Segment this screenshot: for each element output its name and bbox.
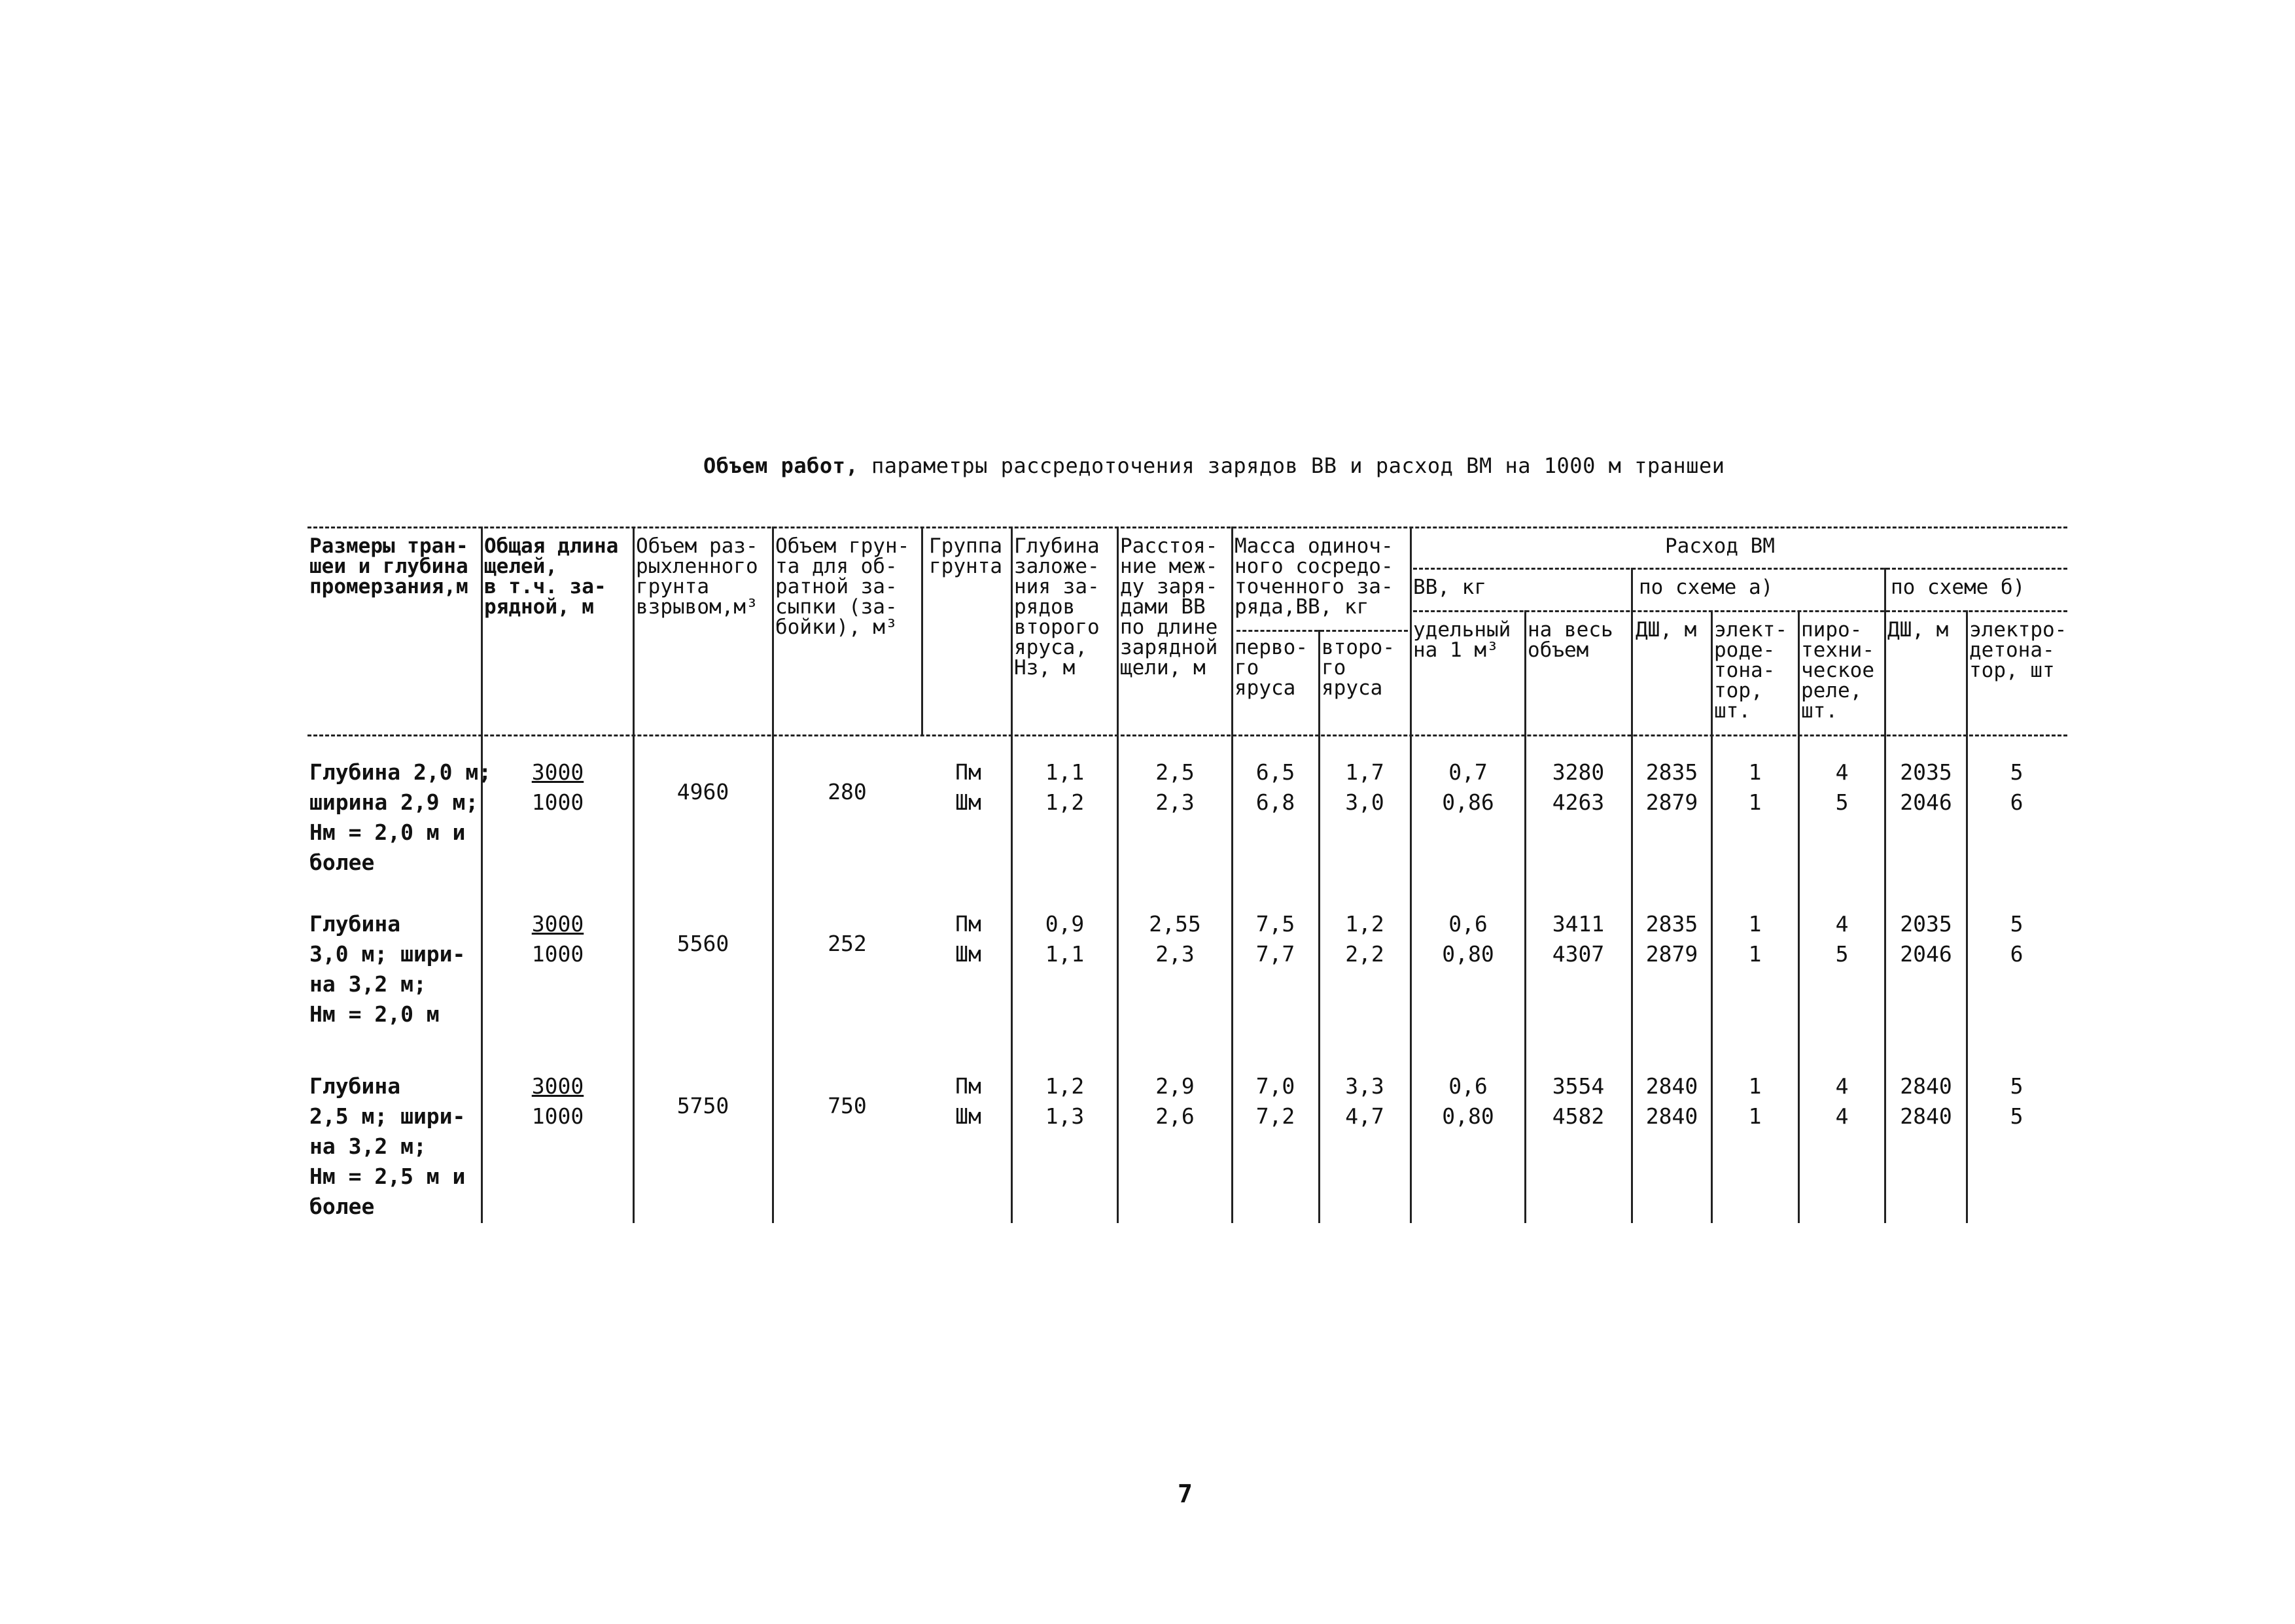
length-cell: 3000 1000 (531, 911, 584, 967)
col-divider (1524, 610, 1526, 1223)
header-mass: Масса одиноч- ного сосредо- точенного за- ряда,ВВ, кг (1235, 534, 1393, 619)
header-specific: удельный на 1 м³ (1413, 618, 1511, 662)
row-label: Глубина 3,0 м; шири- на 3,2 м; Hм = 2,0 м (309, 911, 466, 1027)
specific-cell: 0,6 0,80 (1442, 1073, 1494, 1129)
group-cell: Пм Шм (955, 911, 981, 967)
mass2-cell: 1,2 2,2 (1345, 911, 1384, 967)
row-label: Глубина 2,5 м; шири- на 3,2 м; Hм = 2,5 м и более (309, 1073, 466, 1219)
rule-mass (1236, 630, 1408, 632)
page-number: 7 (1178, 1479, 1193, 1508)
header-vv-kg: ВВ, кг (1413, 576, 1486, 599)
dsh-a-cell: 2835 2879 (1645, 759, 1698, 815)
distance-cell: 2,5 2,3 (1155, 759, 1195, 815)
specific-cell: 0,6 0,80 (1442, 911, 1494, 967)
dsh-b-cell: 2035 2046 (1900, 759, 1952, 815)
col-divider (772, 527, 774, 1223)
length-cell: 3000 1000 (531, 1073, 584, 1129)
specific-cell: 0,7 0,86 (1442, 759, 1494, 815)
header-depth: Глубина заложе- ния за- рядов второго яруса, Нз, м (1014, 534, 1100, 680)
title-prefix: Объем работ, (703, 453, 859, 478)
dsh-a-cell: 2835 2879 (1645, 911, 1698, 967)
mass2-cell: 1,7 3,0 (1345, 759, 1384, 815)
loosened-cell: 5560 (676, 931, 729, 956)
header-dsh-b: ДШ, м (1887, 618, 1949, 642)
electro-b-cell: 5 5 (2010, 1073, 2023, 1129)
header-electro-b: электро- детона- тор, шт (1969, 618, 2067, 682)
title-rest: параметры рассредоточения зарядов ВВ и расход ВМ на 1000 м траншеи (858, 453, 1725, 478)
pyro-cell: 4 4 (1835, 1073, 1849, 1129)
mass1-cell: 7,0 7,2 (1255, 1073, 1295, 1129)
col-divider (1631, 568, 1633, 1223)
col-divider (1798, 610, 1800, 1223)
backfill-cell: 280 (828, 779, 867, 804)
backfill-cell: 750 (828, 1093, 867, 1118)
rule-subgroups (1413, 610, 2067, 612)
col-divider (1318, 630, 1320, 1223)
col-divider (1410, 527, 1412, 1223)
pyro-cell: 4 5 (1835, 911, 1849, 967)
backfill-cell: 252 (828, 931, 867, 956)
electro-b-cell: 5 6 (2010, 759, 2023, 815)
depth-cell: 0,9 1,1 (1045, 911, 1085, 967)
rule-consumption (1413, 568, 2067, 570)
mass2-cell: 3,3 4,7 (1345, 1073, 1384, 1129)
group-cell: Пм Шм (955, 1073, 981, 1129)
header-total-length: Общая длина щелей, в т.ч. за- рядной, м (484, 534, 619, 619)
whole-cell: 3554 4582 (1552, 1073, 1605, 1129)
whole-cell: 3411 4307 (1552, 911, 1605, 967)
col-divider (1231, 527, 1233, 1223)
header-electro-a: элект- роде- тона- тор, шт. (1714, 618, 1787, 723)
col-divider (1011, 527, 1013, 1223)
rule-header-bottom (307, 734, 2067, 736)
header-loosened-volume: Объем раз- рыхленного грунта взрывом,м³ (636, 534, 758, 619)
electro-a-cell: 1 1 (1748, 1073, 1762, 1129)
col-divider (921, 527, 923, 736)
header-soil-group: Группа грунта (929, 534, 1002, 578)
loosened-cell: 4960 (676, 779, 729, 804)
header-backfill-volume: Объем грун- та для об- ратной за- сыпки (за- бойки), м³ (775, 534, 910, 639)
header-scheme-b: по схеме б) (1891, 576, 2025, 599)
dsh-b-cell: 2035 2046 (1900, 911, 1952, 967)
mass1-cell: 7,5 7,7 (1255, 911, 1295, 967)
header-pyro: пиро- техни- ческое реле, шт. (1801, 618, 1874, 723)
dsh-b-cell: 2840 2840 (1900, 1073, 1952, 1129)
rule-top (307, 527, 2067, 528)
length-cell: 3000 1000 (531, 759, 584, 815)
mass1-cell: 6,5 6,8 (1255, 759, 1295, 815)
depth-cell: 1,1 1,2 (1045, 759, 1085, 815)
header-dsh-a: ДШ, м (1636, 618, 1697, 642)
col-divider (1884, 568, 1886, 1223)
header-first-tier: перво- го яруса (1235, 636, 1308, 700)
electro-a-cell: 1 1 (1748, 759, 1762, 815)
header-distance: Расстоя- ние меж- ду заря- дами ВВ по длине зарядной щели, м (1120, 534, 1218, 680)
col-divider (1711, 610, 1713, 1223)
group-cell: Пм Шм (955, 759, 981, 815)
electro-b-cell: 5 6 (2010, 911, 2023, 967)
col-divider (1966, 610, 1968, 1223)
row-label: Глубина 2,0 м; ширина 2,9 м; Hм = 2,0 м и более (309, 759, 492, 875)
pyro-cell: 4 5 (1835, 759, 1849, 815)
header-second-tier: второ- го яруса (1322, 636, 1395, 700)
distance-cell: 2,9 2,6 (1155, 1073, 1195, 1129)
distance-cell: 2,55 2,3 (1149, 911, 1201, 967)
col-divider (1117, 527, 1119, 1223)
dsh-a-cell: 2840 2840 (1645, 1073, 1698, 1129)
header-whole-volume: на весь объем (1528, 618, 1613, 662)
depth-cell: 1,2 1,3 (1045, 1073, 1085, 1129)
whole-cell: 3280 4263 (1552, 759, 1605, 815)
header-consumption: Расход ВМ (1665, 534, 1775, 558)
col-divider (633, 527, 635, 1223)
electro-a-cell: 1 1 (1748, 911, 1762, 967)
header-size: Размеры тран- шеи и глубина промерзания,м (309, 534, 468, 598)
loosened-cell: 5750 (676, 1093, 729, 1118)
header-scheme-a: по схеме а) (1639, 576, 1774, 599)
